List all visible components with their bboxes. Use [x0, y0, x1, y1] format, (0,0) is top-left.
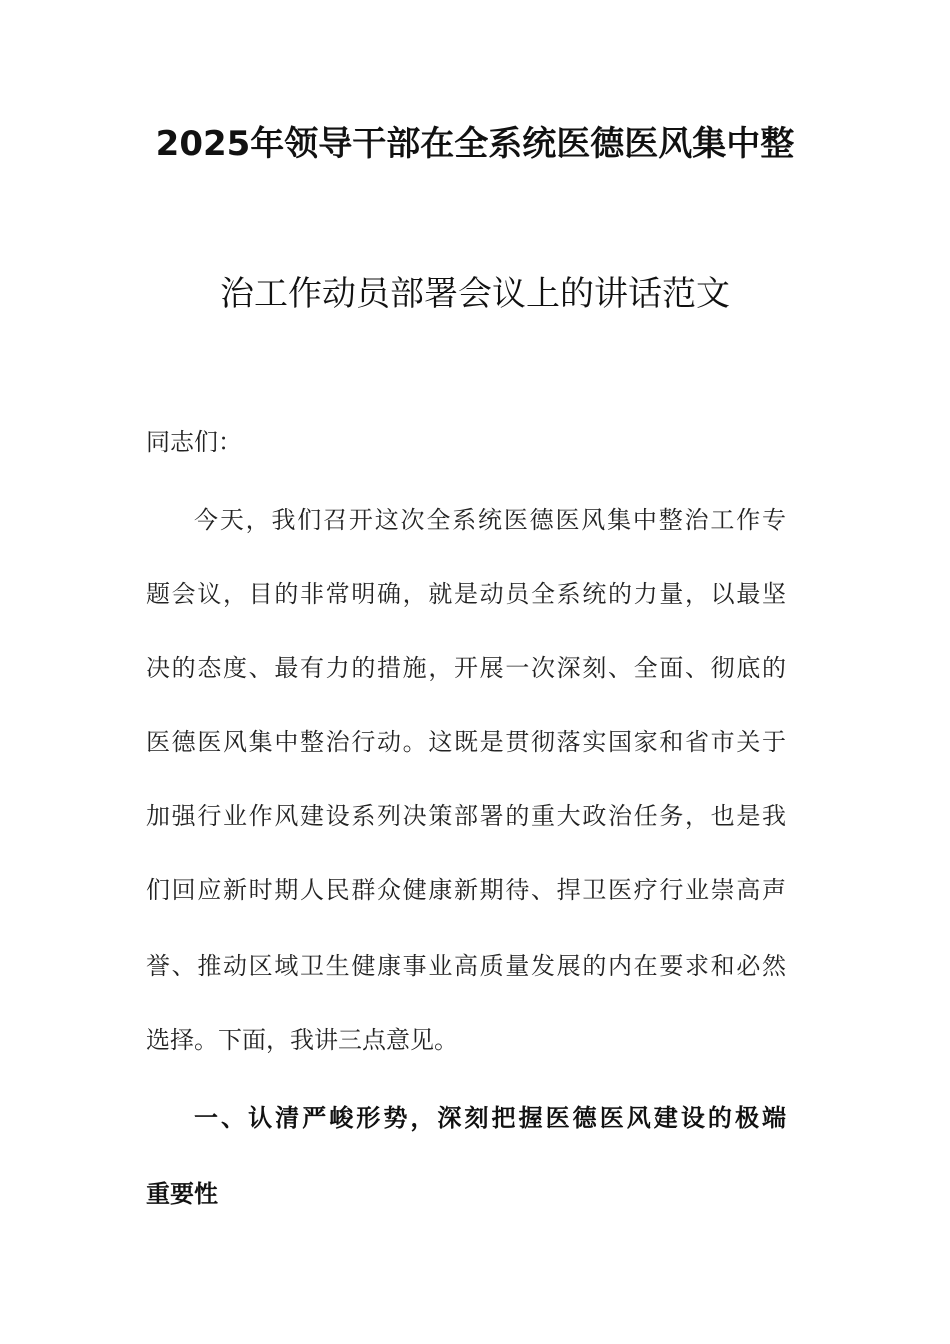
paragraph-line: 医德医风集中整治行动。这既是贯彻落实国家和省市关于: [146, 728, 786, 756]
section-heading-line: 重要性: [146, 1179, 218, 1208]
salutation: 同志们：: [146, 428, 242, 456]
paragraph-line: 誉、推动区域卫生健康事业高质量发展的内在要求和必然: [146, 952, 786, 980]
document-title-line-1: 2025年领导干部在全系统医德医风集中整: [155, 124, 795, 164]
paragraph-line: 今天，我们召开这次全系统医德医风集中整治工作专: [194, 506, 786, 534]
paragraph-line: 题会议，目的非常明确，就是动员全系统的力量，以最坚: [146, 580, 786, 608]
paragraph-line: 加强行业作风建设系列决策部署的重大政治任务，也是我: [146, 802, 786, 830]
paragraph-line: 决的态度、最有力的措施，开展一次深刻、全面、彻底的: [146, 654, 786, 682]
paragraph-line: 们回应新时期人民群众健康新期待、捍卫医疗行业崇高声: [146, 876, 786, 904]
paragraph-line: 选择。下面，我讲三点意见。: [146, 1026, 458, 1054]
section-heading-line: 一、认清严峻形势，深刻把握医德医风建设的极端: [194, 1103, 786, 1132]
document-title-line-2: 治工作动员部署会议上的讲话范文: [220, 274, 730, 314]
